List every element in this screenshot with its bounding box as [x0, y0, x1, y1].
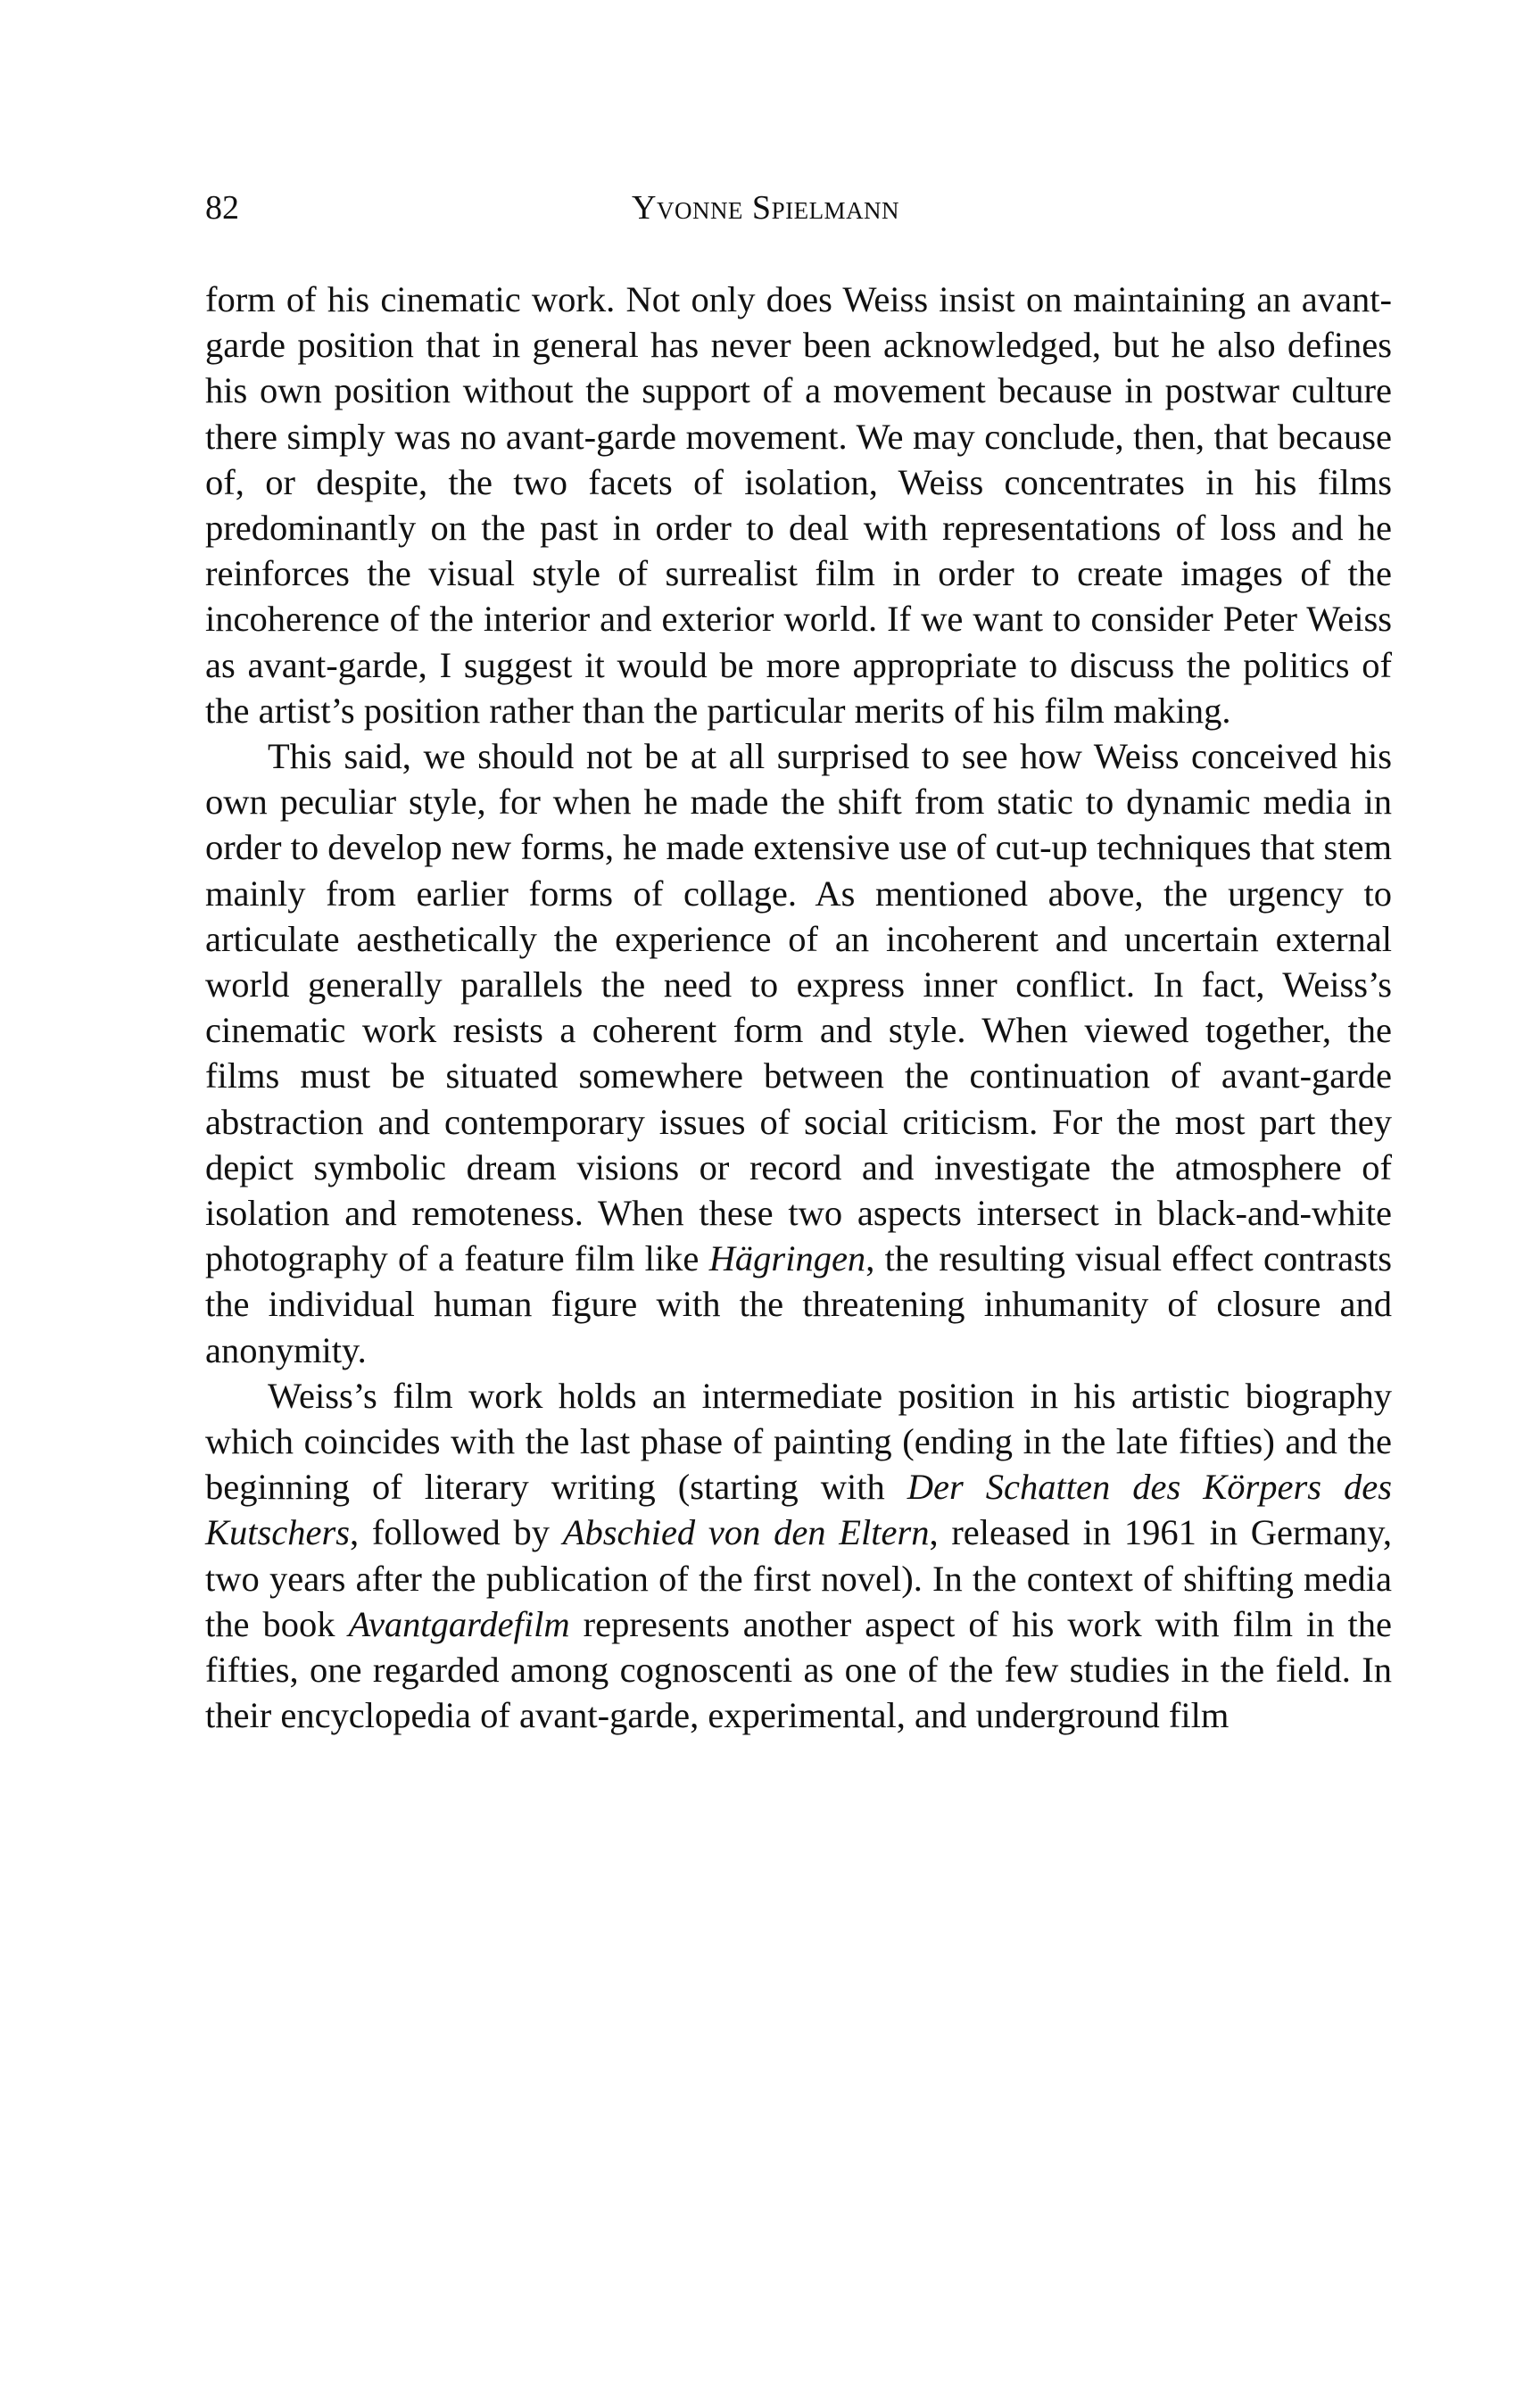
page-number: 82: [205, 189, 239, 227]
text-segment: form of his cinematic work. Not only does Weiss insist on maintaining an avant-garde position that in general has never been acknowledged, but he also defines his own position without the support of a movement because in postwar culture there simply was no avant-garde movement. We may conclude, then, that because of, or despite, the two facets of isolation, Weiss concentrates in his films predominantly on the past in order to deal with representations of loss and he reinforces the visual style of surrealist film in order to create images of the incoherence of the interior and exterior world. If we want to consider Peter Weiss as avant-garde, I suggest it would be more appropriate to discuss the politics of the artist’s position rather than the particular merits of his film making.: [205, 279, 1392, 731]
paragraph: [205, 277, 1392, 733]
paragraph: [205, 1373, 1392, 1739]
book-title: Der Schatten des Körpers des Kutschers: [205, 1467, 1393, 1553]
paragraph: [205, 733, 1392, 1373]
text-segment: represents another aspect of his work with film in the fifties, one regarded among cognoscenti as one of the few studies in the field. In their encyclopedia of avant-garde, experimental, and underground film: [205, 1603, 1392, 1736]
body-text: [205, 277, 1392, 1739]
film-title: Hägringen: [708, 1238, 866, 1279]
book-title: Avantgardefilm: [348, 1603, 570, 1644]
text-segment: This said, we should not be at all surprised to see how Weiss conceived his own peculiar style, for when he made the shift from static to dynamic media in order to develop new forms, he made extensive use of cut-up techniques that stem mainly from earlier forms of collage. As mentioned above, the urgency to articulate aesthetically the experience of an incoherent and uncertain external world generally parallels the need to express inner conflict. In fact, Weiss’s cinematic work resists a coherent form and style. When viewed together, the films must be situated somewhere between the continuation of avant-garde abstraction and contemporary issues of social criticism. For the most part they depict symbolic dream visions or record and investigate the atmosphere of isolation and remoteness. When these two aspects intersect in black-and-white photography of a feature film like: [205, 736, 1392, 1279]
text-segment: , released in 1961 in Germany, two years after the publication of the first novel). In the context of shifting media the book: [205, 1512, 1392, 1644]
running-head: [205, 181, 1392, 235]
book-title: Abschied von den Eltern: [562, 1512, 930, 1553]
text-segment: Weiss’s film work holds an intermediate position in his artistic biography which coincides with the last phase of painting (ending in the late fifties) and the beginning of literary writing (starting with: [205, 1375, 1392, 1508]
running-title: Yvonne Spielmann: [632, 189, 900, 227]
text-segment: , the resulting visual effect contrasts the individual human figure with the threatening inhumanity of closure and anonymity.: [205, 1238, 1392, 1370]
text-segment: , followed by: [350, 1512, 563, 1553]
